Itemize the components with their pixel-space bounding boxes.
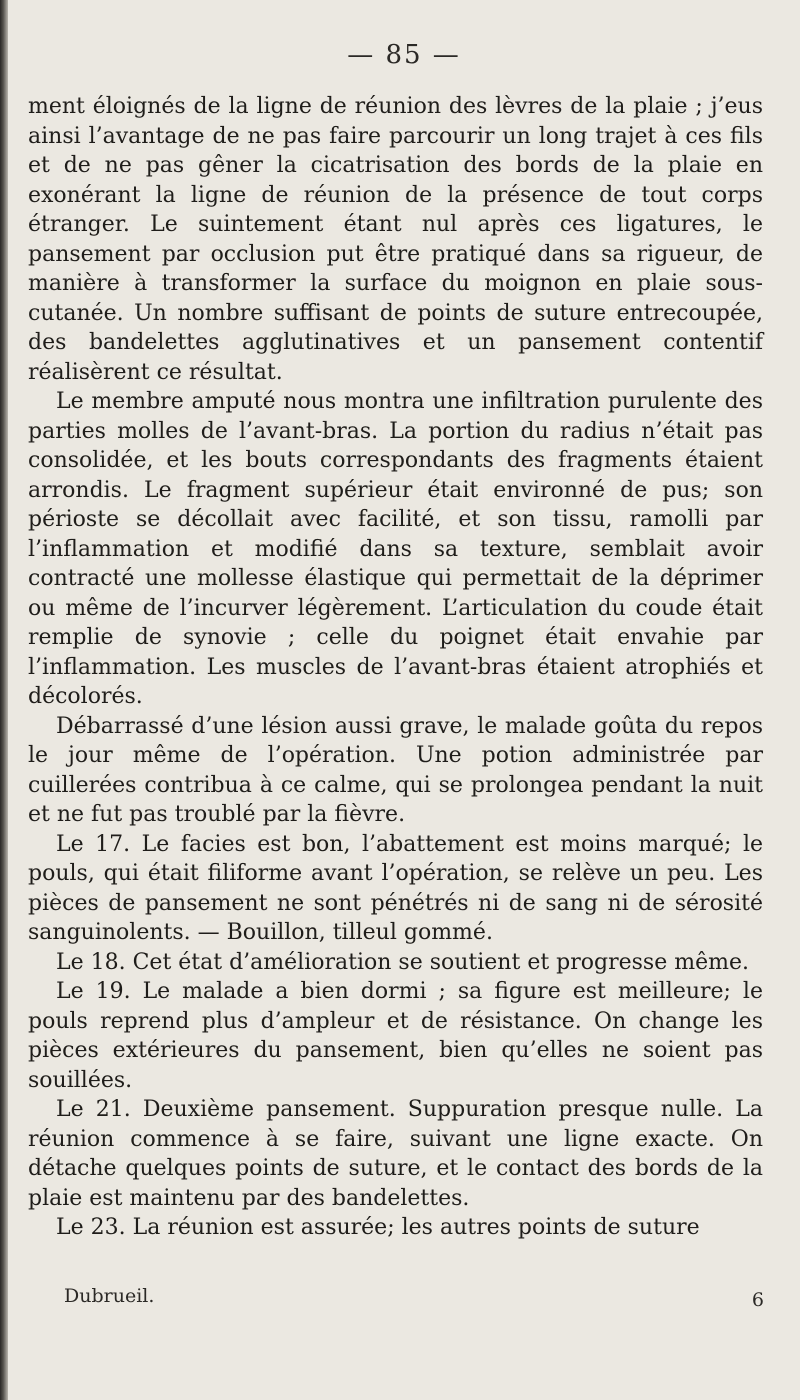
paragraph-3: Débarrassé d’une lésion aussi grave, le malade goûta du repos le jour même de l’opération. Une potion administrée par cuillerées contribua à ce calme, qui se prolongea pendant la nuit et ne fut pas troublé par la fièvre. [28,713,763,827]
paragraph-5: Le 18. Cet état d’amélioration se soutient et progresse même. [56,949,749,975]
binding-edge [0,0,8,1400]
footer-author: Dubrueil. [64,1285,155,1307]
paragraph-4: Le 17. Le facies est bon, l’abattement est moins marqué; le pouls, qui était filiforme avant l’opération, se relève un peu. Les pièces de pansement ne sont pénétrés ni de sang ni de sérosité sanguinolents. — Bouillon, tilleul gommé. [28,831,763,945]
paragraph-2: Le membre amputé nous montra une infiltration purulente des parties molles de l’avant-bras. La portion du radius n’était pas consolidée, et les bouts correspondants des fragments étaient arrondis. Le fragment supérieur était environné de pus; son périoste se décollait avec facilité, et son tissu, ramolli par l’inflammation et modifié dans sa texture, semblait avoir contracté une mollesse élastique qui permettait de la déprimer ou même de l’incurver légèrement. L’articulation du coude était remplie de synovie ; celle du poignet était envahie par l’inflammation. Les muscles de l’avant-bras étaient atrophiés et décolorés. [28,389,763,709]
document-page [8,0,800,1400]
paragraph-1: ment éloignés de la ligne de réunion des lèvres de la plaie ; j’eus ainsi l’avantage de ne pas faire parcourir un long trajet à ces fils et de ne pas gêner la cicatrisation des bords de la plaie en exonérant la ligne de réunion de la présence de tout corps étranger. Le suintement étant nul après ces ligatures, le pansement par occlusion put être pratiqué dans sa rigueur, de manière à transformer la surface du moignon en plaie sous-cutanée. Un nombre suffisant de points de suture entrecoupée, des bandelettes agglutinatives et un pansement contentif réalisèrent ce résultat. [28,94,763,385]
page-footer [64,1285,764,1315]
paragraph-6: Le 19. Le malade a bien dormi ; sa figure est meilleure; le pouls reprend plus d’ampleur et de résistance. On change les pièces extérieures du pansement, bien qu’elles ne soient pas souillées. [28,979,763,1093]
page-number: — 85 — [347,40,461,70]
paragraph-8: Le 23. La réunion est assurée; les autres points de suture [56,1215,700,1240]
footer-signature-mark: 6 [751,1289,764,1311]
body-text [28,92,763,1243]
paragraph-7: Le 21. Deuxième pansement. Suppuration presque nulle. La réunion commence à se faire, suivant une ligne exacte. On détache quelques points de suture, et le contact des bords de la plaie est maintenu par des bandelettes. [28,1097,763,1211]
